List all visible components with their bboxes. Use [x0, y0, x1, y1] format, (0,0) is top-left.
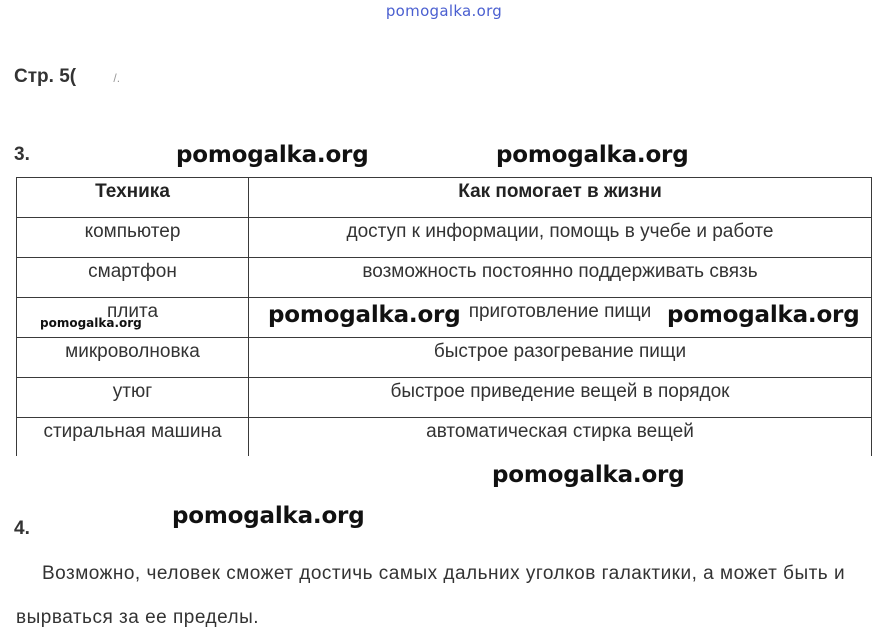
- task-4-answer: [16, 552, 872, 640]
- page-reference-smudge: /.: [113, 71, 121, 85]
- table-row: [17, 418, 872, 457]
- task-3-number: 3.: [14, 144, 30, 165]
- table-cell: автоматическая стирка вещей: [249, 418, 872, 457]
- watermark: pomogalka.org: [496, 142, 689, 168]
- task-4-number: 4.: [14, 518, 30, 539]
- table-cell: доступ к информации, помощь в учебе и работе: [249, 218, 872, 258]
- table-row: [17, 338, 872, 378]
- watermark: pomogalka.org: [172, 503, 365, 529]
- answer-text: Возможно, человек сможет достичь самых дальних уголков галактики, а может быть и вырваться за ее пределы.: [16, 563, 846, 628]
- table-cell: компьютер: [17, 218, 249, 258]
- table-cell: микроволновка: [17, 338, 249, 378]
- watermark: pomogalka.org: [268, 302, 461, 328]
- table-cell: возможность постоянно поддерживать связь: [249, 258, 872, 298]
- watermark: pomogalka.org: [492, 462, 685, 488]
- table-header-row: [17, 178, 872, 218]
- table-row: [17, 258, 872, 298]
- watermark-small: pomogalka.org: [40, 316, 142, 330]
- site-header-link[interactable]: pomogalka.org: [385, 2, 503, 20]
- watermark: pomogalka.org: [667, 302, 860, 328]
- page-reference-fragment: (: [69, 66, 77, 87]
- column-header-technology: Техника: [17, 178, 249, 218]
- table-row: [17, 218, 872, 258]
- page-reference-label: Стр. 5: [14, 66, 70, 87]
- table-cell: плита: [17, 298, 249, 338]
- table-cell: быстрое приведение вещей в порядок: [249, 378, 872, 418]
- table-row: [17, 378, 872, 418]
- table-cell: приготовление пищи: [249, 298, 872, 338]
- table-cell: стиральная машина: [17, 418, 249, 457]
- column-header-help: Как помогает в жизни: [249, 178, 872, 218]
- table-cell: быстрое разогревание пищи: [249, 338, 872, 378]
- page-reference: [14, 66, 120, 88]
- watermark: pomogalka.org: [176, 142, 369, 168]
- table-cell: утюг: [17, 378, 249, 418]
- table-cell: смартфон: [17, 258, 249, 298]
